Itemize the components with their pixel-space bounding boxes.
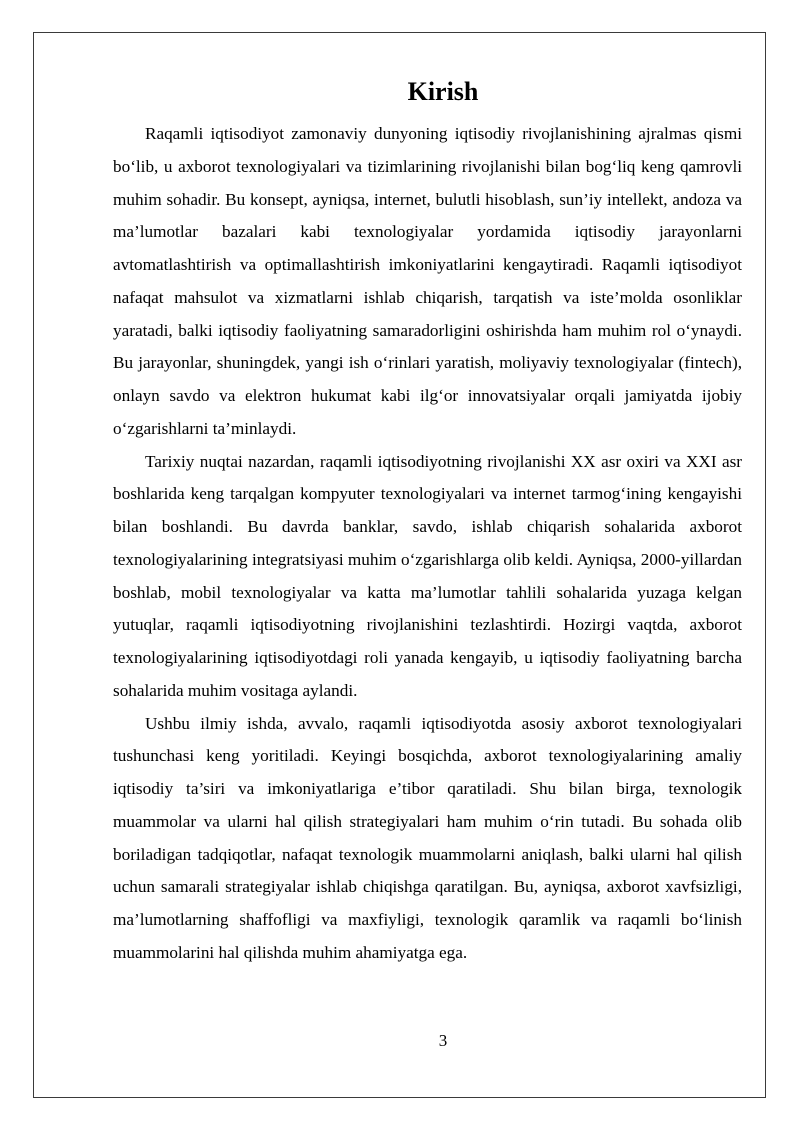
paragraph-1: Raqamli iqtisodiyot zamonaviy dunyoning iqtisodiy rivojlanishining ajralmas qismi bo‘lib, u axborot texnologiyalari va tizimlarining rivojlanishi bilan bog‘liq keng qamrovli muhim sohadir. Bu konsept, ayniqsa, internet, bulutli hisoblash, sun’iy intellekt, andoza va ma’lumotlar bazalari kabi texnologiyalar yordamida iqtisodiy jarayonlarni avtomatlashtirish va optimallashtirish imkoniyatlarini kengaytiradi. Raqamli iqtisodiyot nafaqat mahsulot va xizmatlarni ishlab chiqarish, tarqatish va iste’molda osonliklar yaratadi, balki iqtisodiy faoliyatning samaradorligini oshirishda ham muhim rol o‘ynaydi. Bu jarayonlar, shuningdek, yangi ish o‘rinlari yaratish, moliyaviy texnologiyalar (fintech), onlayn savdo va elektron hukumat kabi ilg‘or innovatsiyalar orqali jamiyatda ijobiy o‘zgarishlarni ta’minlaydi. (113, 124, 742, 438)
body-text (113, 118, 742, 970)
page-title: Kirish (407, 77, 479, 106)
page-number: 3 (438, 1031, 448, 1050)
paragraph-2: Tarixiy nuqtai nazardan, raqamli iqtisodiyotning rivojlanishi XX asr oxiri va XXI asr boshlarida keng tarqalgan kompyuter texnologiyalari va internet tarmog‘ining kengayishi bilan boshlandi. Bu davrda banklar, savdo, ishlab chiqarish sohalarida axborot texnologiyalarining integratsiyasi muhim o‘zgarishlarga olib keldi. Ayniqsa, 2000-yillardan boshlab, mobil texnologiyalar va katta ma’lumotlar tahlili sohalarida yuzaga kelgan yutuqlar, raqamli iqtisodiyotning rivojlanishini tezlashtirdi. Hozirgi vaqtda, axborot texnologiyalarining iqtisodiyotdagi roli yanada kengayib, u iqtisodiy faoliyatning barcha sohalarida muhim vositaga aylandi. (113, 451, 742, 700)
paragraph-3: Ushbu ilmiy ishda, avvalo, raqamli iqtisodiyotda asosiy axborot texnologiyalari tushunchasi keng yoritiladi. Keyingi bosqichda, axborot texnologiyalarining amaliy iqtisodiy ta’siri va imkoniyatlariga e’tibor qaratiladi. Shu bilan birga, texnologik muammolar va ularni hal qilish strategiyalari ham muhim o‘rin tutadi. Bu sohada olib boriladigan tadqiqotlar, nafaqat texnologik muammolarni aniqlash, balki ularni hal qilish uchun samarali strategiyalar ishlab chiqishga qaratilgan. Bu, ayniqsa, axborot xavfsizligi, ma’lumotlarning shaffofligi va maxfiyligi, texnologik qaramlik va raqamli bo‘linish muammolarini hal qilishda muhim ahamiyatga ega. (113, 713, 742, 962)
